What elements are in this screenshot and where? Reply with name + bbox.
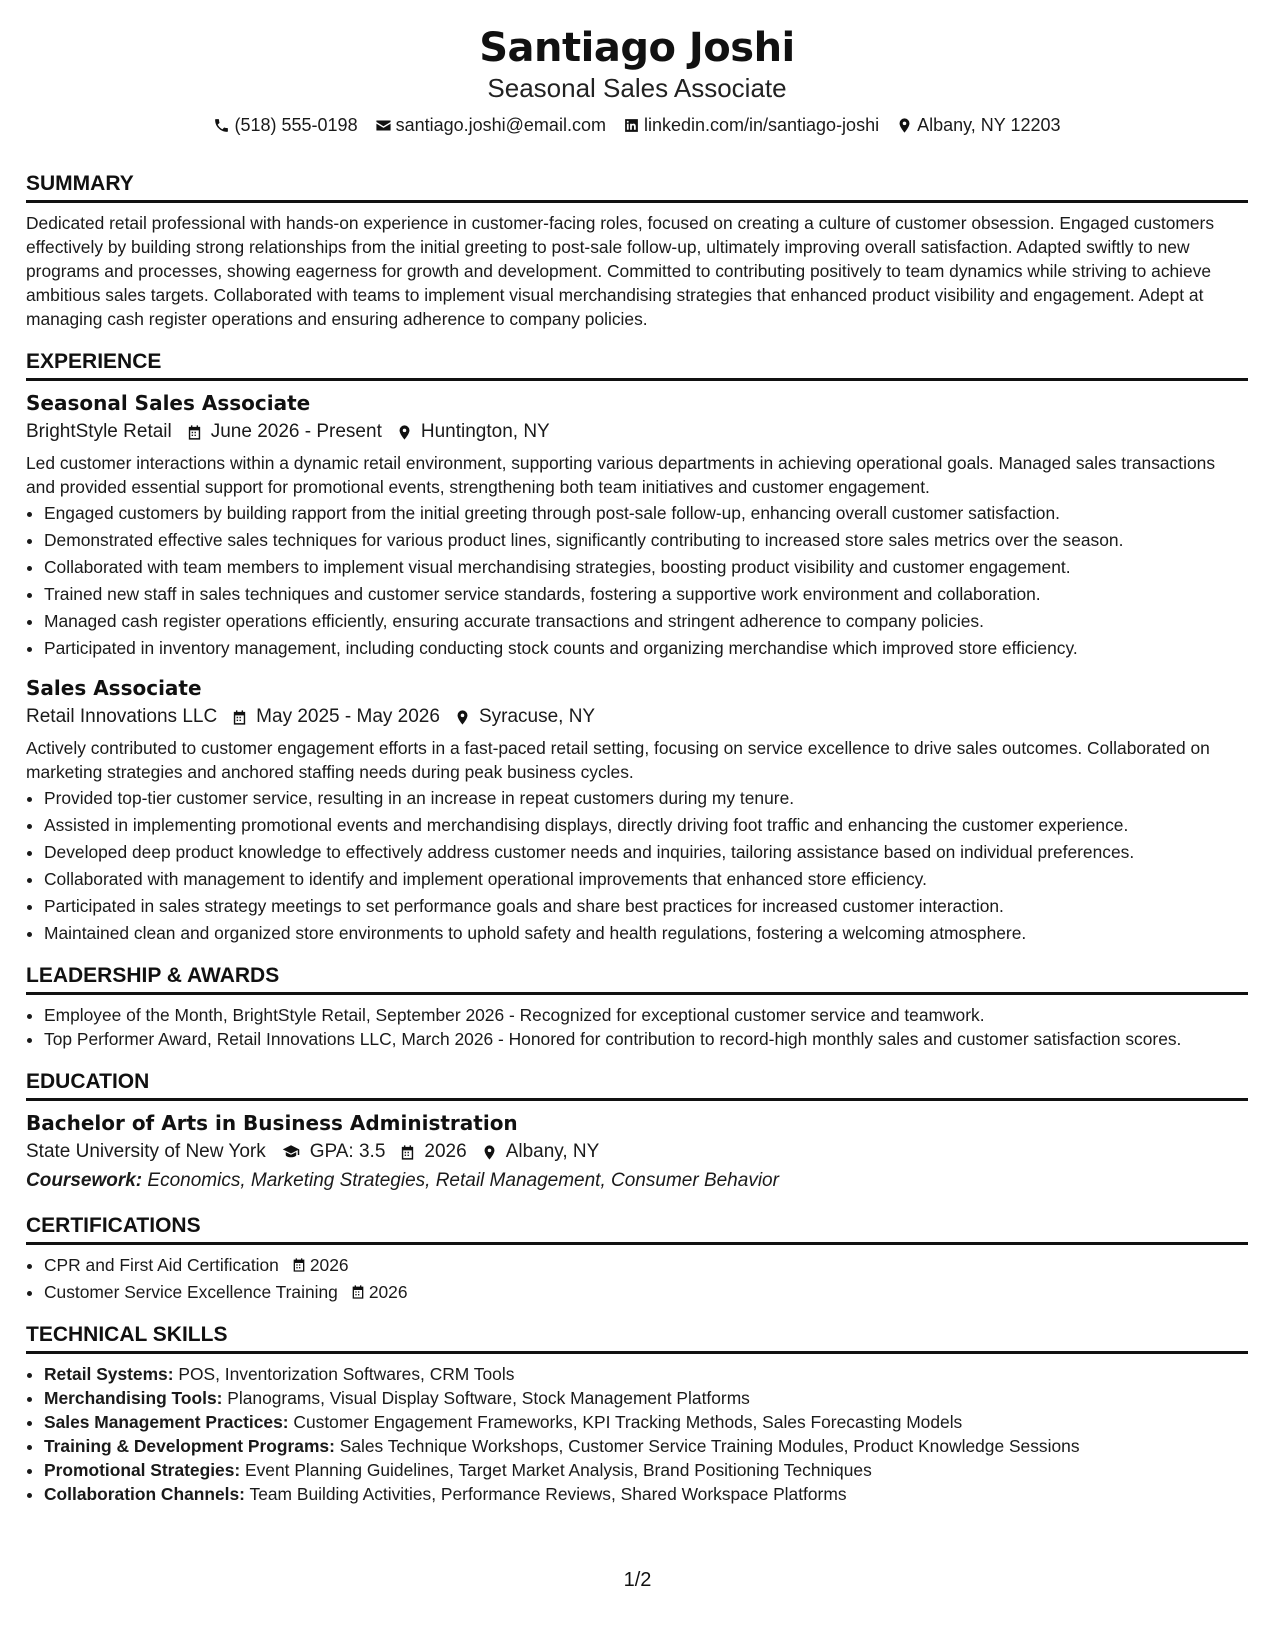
page-number: 1/2	[623, 1569, 652, 1591]
list-item	[44, 1362, 1248, 1386]
school-name: State University of New York	[26, 1141, 266, 1162]
job-title: Seasonal Sales Associate	[26, 391, 311, 415]
job-bullets	[26, 501, 1248, 660]
certification-name: • Customer Service Excellence Training	[44, 1282, 338, 1302]
skill-label: Training & Development Programs:	[44, 1436, 335, 1456]
degree-title: Bachelor of Arts in Business Administration	[26, 1111, 518, 1135]
candidate-title: Seasonal Sales Associate	[487, 73, 787, 103]
certification-year: 2026	[309, 1255, 349, 1275]
job-description: Led customer interactions within a dynamic retail environment, supporting various departments in achieving operational goals. Managed sales transactions and provided essential support for promotional events, strengthening both team initiatives and customer engagement.	[26, 453, 1216, 497]
graduation-year: 2026	[424, 1141, 467, 1162]
email-text[interactable]: santiago.joshi@email.com	[395, 115, 606, 135]
list-item	[44, 1386, 1248, 1410]
list-item: • Employee of the Month, BrightStyle Retail, September 2026 - Recognized for exceptional customer service and teamwork.	[44, 1003, 1248, 1027]
contact-email[interactable]	[375, 113, 606, 137]
contact-info	[26, 113, 1248, 137]
map-pin-icon	[896, 117, 913, 134]
candidate-name: Santiago Joshi	[479, 25, 795, 71]
skill-value: Team Building Activities, Performance Reviews, Shared Workspace Platforms	[249, 1484, 847, 1504]
section-heading: EDUCATION	[26, 1069, 1248, 1101]
job-title: Sales Associate	[26, 676, 202, 700]
map-pin-icon	[396, 424, 413, 441]
list-item: • Trained new staff in sales techniques and customer service standards, fostering a supportive work environment and collaboration.	[44, 582, 1248, 606]
skill-value: Sales Technique Workshops, Customer Service Training Modules, Product Knowledge Sessions	[339, 1436, 1080, 1456]
experience-section	[26, 349, 1248, 945]
list-item: • Provided top-tier customer service, resulting in an increase in repeat customers during my tenure.	[44, 786, 1248, 810]
skills-section	[26, 1322, 1248, 1506]
calendar-icon	[291, 1257, 307, 1273]
coursework-list: Economics, Marketing Strategies, Retail Management, Consumer Behavior	[147, 1170, 779, 1191]
list-item	[44, 1458, 1248, 1482]
map-pin-icon	[454, 709, 471, 726]
coursework-label: Coursework:	[26, 1170, 143, 1191]
list-item: • Top Performer Award, Retail Innovations LLC, March 2026 - Honored for contribution to record-high monthly sales and customer satisfaction scores.	[44, 1027, 1248, 1051]
calendar-icon	[186, 424, 203, 441]
job-entry	[26, 389, 1248, 660]
linkedin-text[interactable]: linkedin.com/in/santiago-joshi	[643, 115, 880, 135]
skill-value: Customer Engagement Frameworks, KPI Tracking Methods, Sales Forecasting Models	[293, 1412, 963, 1432]
contact-phone	[213, 113, 357, 137]
section-heading: EXPERIENCE	[26, 349, 1248, 381]
job-meta	[26, 702, 1248, 732]
list-item	[44, 1253, 1248, 1277]
skills-list	[26, 1362, 1248, 1506]
job-location: Huntington, NY	[420, 421, 550, 442]
linkedin-icon	[623, 117, 640, 134]
school-location: Albany, NY	[505, 1141, 600, 1162]
list-item: • Participated in inventory management, including conducting stock counts and organizing merchandise which improved store efficiency.	[44, 636, 1248, 660]
graduation-cap-icon	[280, 1143, 302, 1161]
skill-label: Promotional Strategies:	[44, 1460, 241, 1480]
certification-year: 2026	[368, 1282, 408, 1302]
section-heading: TECHNICAL SKILLS	[26, 1322, 1248, 1354]
job-description: Actively contributed to customer engagement efforts in a fast-paced retail setting, focusing on service excellence to drive sales outcomes. Collaborated on marketing strategies and anchored staffing needs during peak business cycles.	[26, 738, 1210, 782]
gpa-text: GPA: 3.5	[309, 1141, 386, 1162]
skill-value: Event Planning Guidelines, Target Market Analysis, Brand Positioning Techniques	[245, 1460, 872, 1480]
list-item: • Assisted in implementing promotional events and merchandising displays, directly driving foot traffic and enhancing the customer experience.	[44, 813, 1248, 837]
list-item: • Maintained clean and organized store environments to uphold safety and health regulations, fostering a welcoming atmosphere.	[44, 921, 1248, 945]
list-item: • Collaborated with management to identify and implement operational improvements that enhanced store efficiency.	[44, 867, 1248, 891]
skill-value: POS, Inventorization Softwares, CRM Tools	[178, 1364, 515, 1384]
map-pin-icon	[481, 1144, 498, 1161]
coursework	[26, 1167, 1248, 1195]
list-item: • Developed deep product knowledge to effectively address customer needs and inquiries, tailoring assistance based on individual preferences.	[44, 840, 1248, 864]
list-item: • Demonstrated effective sales techniques for various product lines, significantly contributing to increased store sales metrics over the season.	[44, 528, 1248, 552]
list-item	[44, 1434, 1248, 1458]
job-dates: May 2025 - May 2026	[256, 706, 440, 727]
list-item	[44, 1482, 1248, 1506]
education-meta	[26, 1137, 1248, 1167]
summary-text: Dedicated retail professional with hands-on experience in customer-facing roles, focused on creating a culture of customer obsession. Engaged customers effectively by building strong relationships from the initial greeting to post-sale follow-up, ultimately improving overall satisfaction. Adapted swiftly to new programs and processes, showing eagerness for growth and development. Committed to contributing positively to team dynamics while striving to achieve ambitious sales targets. Collaborated with teams to implement visual merchandising strategies that enhanced product visibility and engagement. Adept at managing cash register operations and ensuring adherence to company policies.	[26, 213, 1215, 329]
company-name: BrightStyle Retail	[26, 421, 172, 442]
list-item: • Participated in sales strategy meetings to set performance goals and share best practices for increased customer interaction.	[44, 894, 1248, 918]
section-heading: LEADERSHIP & AWARDS	[26, 963, 1248, 995]
company-name: Retail Innovations LLC	[26, 706, 218, 727]
job-bullets	[26, 786, 1248, 945]
calendar-icon	[399, 1144, 416, 1161]
skill-label: Retail Systems:	[44, 1364, 174, 1384]
phone-text: (518) 555-0198	[234, 115, 358, 135]
skill-label: Merchandising Tools:	[44, 1388, 223, 1408]
contact-linkedin[interactable]	[623, 113, 879, 137]
education-section	[26, 1069, 1248, 1195]
job-location: Syracuse, NY	[478, 706, 596, 727]
certification-list	[26, 1253, 1248, 1304]
contact-location	[896, 113, 1060, 137]
certification-name: • CPR and First Aid Certification	[44, 1255, 279, 1275]
certifications-section	[26, 1213, 1248, 1304]
resume-page	[26, 22, 1248, 1506]
award-list	[26, 1003, 1248, 1051]
section-heading: SUMMARY	[26, 171, 1248, 203]
job-entry	[26, 674, 1248, 945]
summary-section	[26, 171, 1248, 331]
section-heading: CERTIFICATIONS	[26, 1213, 1248, 1245]
list-item	[44, 1280, 1248, 1304]
calendar-icon	[231, 709, 248, 726]
leadership-section	[26, 963, 1248, 1051]
skill-label: Sales Management Practices:	[44, 1412, 289, 1432]
location-text: Albany, NY 12203	[917, 115, 1061, 135]
job-meta	[26, 417, 1248, 447]
envelope-icon	[375, 117, 392, 134]
resume-header	[26, 22, 1248, 137]
job-dates: June 2026 - Present	[210, 421, 382, 442]
list-item: • Collaborated with team members to implement visual merchandising strategies, boosting product visibility and customer engagement.	[44, 555, 1248, 579]
skill-value: Planograms, Visual Display Software, Stock Management Platforms	[227, 1388, 750, 1408]
calendar-icon	[350, 1284, 366, 1300]
list-item: • Managed cash register operations efficiently, ensuring accurate transactions and stringent adherence to company policies.	[44, 609, 1248, 633]
list-item: • Engaged customers by building rapport from the initial greeting through post-sale follow-up, enhancing overall customer satisfaction.	[44, 501, 1248, 525]
skill-label: Collaboration Channels:	[44, 1484, 245, 1504]
phone-icon	[213, 117, 230, 134]
list-item	[44, 1410, 1248, 1434]
